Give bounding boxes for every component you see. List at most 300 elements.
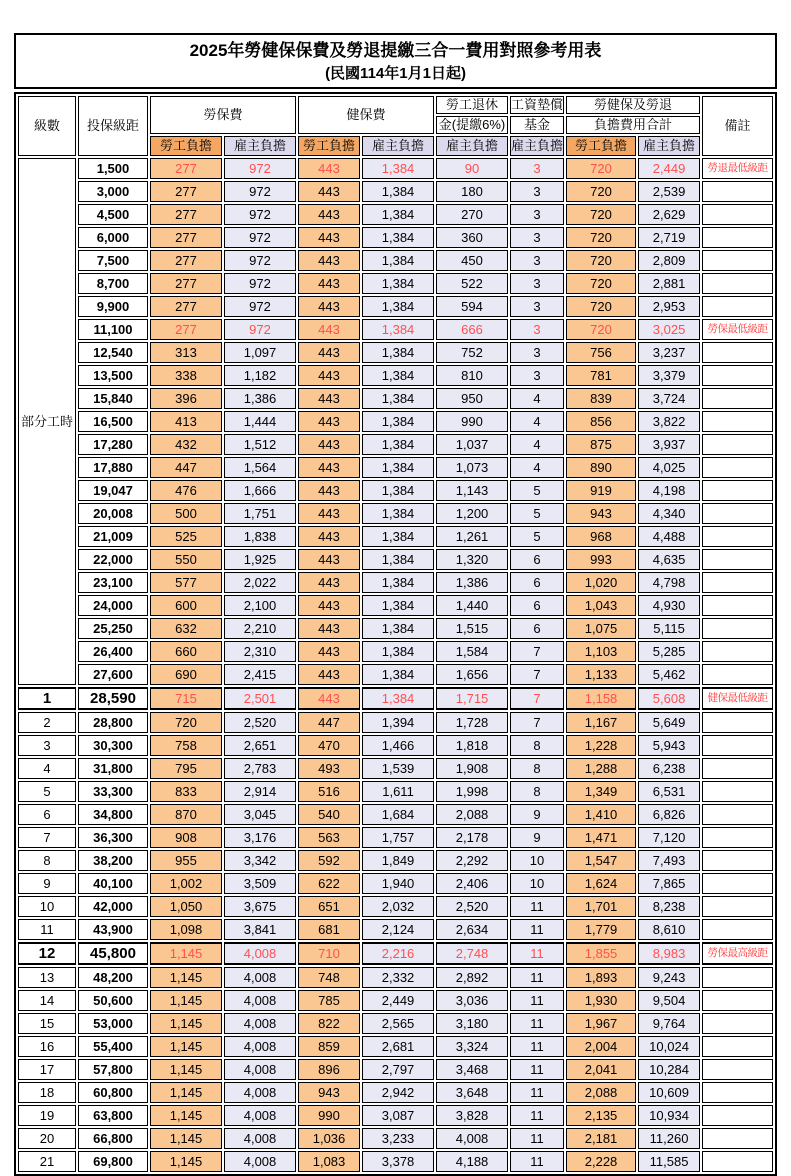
remark-cell	[702, 1036, 773, 1057]
subheader-labor-employee: 勞工負擔	[150, 136, 222, 156]
value-cell: 1,384	[362, 618, 434, 639]
value-cell: 10	[510, 873, 564, 894]
value-cell: 7	[510, 687, 564, 710]
value-cell: 1,097	[224, 342, 296, 363]
value-cell: 4	[510, 434, 564, 455]
value-cell: 3,937	[638, 434, 700, 455]
value-cell: 4,008	[224, 1036, 296, 1057]
value-cell: 277	[150, 319, 222, 340]
value-cell: 594	[436, 296, 508, 317]
remark-cell	[702, 411, 773, 432]
value-cell: 4	[510, 388, 564, 409]
table-row	[18, 250, 773, 271]
table-row	[18, 434, 773, 455]
value-cell: 3	[510, 158, 564, 179]
value-cell: 2,881	[638, 273, 700, 294]
table-row	[18, 158, 773, 179]
value-cell: 1,384	[362, 204, 434, 225]
value-cell: 3,045	[224, 804, 296, 825]
level-cell: 20	[18, 1128, 76, 1149]
value-cell: 443	[298, 526, 360, 547]
level-cell: 10	[18, 896, 76, 917]
value-cell: 443	[298, 158, 360, 179]
value-cell: 4,198	[638, 480, 700, 501]
value-cell: 11	[510, 1013, 564, 1034]
value-cell: 7,493	[638, 850, 700, 871]
value-cell: 277	[150, 296, 222, 317]
remark-cell	[702, 526, 773, 547]
value-cell: 990	[298, 1105, 360, 1126]
value-cell: 756	[566, 342, 636, 363]
value-cell: 2,520	[224, 712, 296, 733]
value-cell: 443	[298, 687, 360, 710]
value-cell: 720	[566, 181, 636, 202]
value-cell: 5,285	[638, 641, 700, 662]
value-cell: 2,415	[224, 664, 296, 685]
value-cell: 1,715	[436, 687, 508, 710]
value-cell: 810	[436, 365, 508, 386]
value-cell: 2,748	[436, 942, 508, 965]
value-cell: 758	[150, 735, 222, 756]
value-cell: 1,037	[436, 434, 508, 455]
remark-cell	[702, 296, 773, 317]
value-cell: 577	[150, 572, 222, 593]
value-cell: 4,635	[638, 549, 700, 570]
value-cell: 6,238	[638, 758, 700, 779]
value-cell: 2,719	[638, 227, 700, 248]
remark-cell	[702, 480, 773, 501]
value-cell: 9	[510, 804, 564, 825]
value-cell: 1,940	[362, 873, 434, 894]
value-cell: 2,809	[638, 250, 700, 271]
value-cell: 781	[566, 365, 636, 386]
value-cell: 2,292	[436, 850, 508, 871]
value-cell: 1,384	[362, 434, 434, 455]
value-cell: 443	[298, 618, 360, 639]
value-cell: 1,384	[362, 273, 434, 294]
col-header-remark: 備註	[702, 96, 773, 156]
page-subtitle: (民國114年1月1日起)	[325, 65, 466, 82]
value-cell: 2,565	[362, 1013, 434, 1034]
bracket-cell: 3,000	[78, 181, 148, 202]
value-cell: 8	[510, 781, 564, 802]
value-cell: 277	[150, 204, 222, 225]
value-cell: 476	[150, 480, 222, 501]
value-cell: 11	[510, 990, 564, 1011]
value-cell: 890	[566, 457, 636, 478]
bracket-cell: 48,200	[78, 967, 148, 988]
value-cell: 4,798	[638, 572, 700, 593]
value-cell: 443	[298, 319, 360, 340]
value-cell: 720	[566, 158, 636, 179]
level-cell: 2	[18, 712, 76, 733]
value-cell: 5,649	[638, 712, 700, 733]
bracket-cell: 63,800	[78, 1105, 148, 1126]
bracket-cell: 8,700	[78, 273, 148, 294]
value-cell: 4	[510, 457, 564, 478]
value-cell: 563	[298, 827, 360, 848]
value-cell: 1,384	[362, 480, 434, 501]
value-cell: 447	[150, 457, 222, 478]
value-cell: 277	[150, 250, 222, 271]
value-cell: 1,083	[298, 1151, 360, 1172]
table-row	[18, 365, 773, 386]
subheader-wage-fund-employer: 雇主負擔	[510, 136, 564, 156]
bracket-cell: 55,400	[78, 1036, 148, 1057]
value-cell: 1,838	[224, 526, 296, 547]
value-cell: 1,471	[566, 827, 636, 848]
table-row	[18, 641, 773, 662]
value-cell: 600	[150, 595, 222, 616]
value-cell: 4,930	[638, 595, 700, 616]
value-cell: 1,440	[436, 595, 508, 616]
value-cell: 715	[150, 687, 222, 710]
bracket-cell: 22,000	[78, 549, 148, 570]
remark-cell	[702, 1059, 773, 1080]
table-row	[18, 664, 773, 685]
table-row	[18, 896, 773, 917]
bracket-cell: 15,840	[78, 388, 148, 409]
value-cell: 11	[510, 1128, 564, 1149]
value-cell: 4,188	[436, 1151, 508, 1172]
table-row	[18, 804, 773, 825]
value-cell: 443	[298, 434, 360, 455]
table-row	[18, 758, 773, 779]
value-cell: 7,865	[638, 873, 700, 894]
value-cell: 4,008	[224, 1059, 296, 1080]
level-cell: 1	[18, 687, 76, 710]
bracket-cell: 66,800	[78, 1128, 148, 1149]
value-cell: 3	[510, 227, 564, 248]
value-cell: 277	[150, 273, 222, 294]
value-cell: 1,656	[436, 664, 508, 685]
value-cell: 592	[298, 850, 360, 871]
value-cell: 11	[510, 1082, 564, 1103]
bracket-cell: 31,800	[78, 758, 148, 779]
value-cell: 2,783	[224, 758, 296, 779]
table-row	[18, 204, 773, 225]
part-time-group-cell: 部分工時	[18, 158, 76, 685]
table-row	[18, 618, 773, 639]
value-cell: 1,384	[362, 388, 434, 409]
value-cell: 11	[510, 1151, 564, 1172]
value-cell: 4,008	[436, 1128, 508, 1149]
table-row	[18, 687, 773, 710]
value-cell: 10,934	[638, 1105, 700, 1126]
value-cell: 3,648	[436, 1082, 508, 1103]
value-cell: 8,983	[638, 942, 700, 965]
value-cell: 2,629	[638, 204, 700, 225]
bracket-cell: 40,100	[78, 873, 148, 894]
value-cell: 3	[510, 365, 564, 386]
value-cell: 1,515	[436, 618, 508, 639]
value-cell: 1,145	[150, 1013, 222, 1034]
value-cell: 11	[510, 1059, 564, 1080]
value-cell: 8,610	[638, 919, 700, 940]
remark-cell	[702, 664, 773, 685]
remark-cell	[702, 735, 773, 756]
value-cell: 525	[150, 526, 222, 547]
bracket-cell: 23,100	[78, 572, 148, 593]
remark-cell	[702, 388, 773, 409]
value-cell: 277	[150, 181, 222, 202]
value-cell: 1,384	[362, 296, 434, 317]
table-row	[18, 227, 773, 248]
bracket-cell: 34,800	[78, 804, 148, 825]
table-row	[18, 503, 773, 524]
value-cell: 2,228	[566, 1151, 636, 1172]
value-cell: 3	[510, 273, 564, 294]
table-row	[18, 1151, 773, 1172]
value-cell: 5	[510, 503, 564, 524]
value-cell: 1,133	[566, 664, 636, 685]
value-cell: 1,145	[150, 1151, 222, 1172]
value-cell: 4,008	[224, 1082, 296, 1103]
value-cell: 1,167	[566, 712, 636, 733]
col-header-health-insurance: 健保費	[298, 96, 434, 134]
level-cell: 12	[18, 942, 76, 965]
value-cell: 972	[224, 250, 296, 271]
value-cell: 3	[510, 296, 564, 317]
value-cell: 1,728	[436, 712, 508, 733]
value-cell: 1,779	[566, 919, 636, 940]
value-cell: 1,751	[224, 503, 296, 524]
value-cell: 720	[566, 319, 636, 340]
level-cell: 9	[18, 873, 76, 894]
value-cell: 972	[224, 158, 296, 179]
remark-cell	[702, 181, 773, 202]
value-cell: 1,384	[362, 641, 434, 662]
header-group-row-1	[18, 96, 773, 114]
subheader-health-employee: 勞工負擔	[298, 136, 360, 156]
value-cell: 3,379	[638, 365, 700, 386]
value-cell: 277	[150, 158, 222, 179]
value-cell: 8,238	[638, 896, 700, 917]
remark-cell	[702, 850, 773, 871]
value-cell: 1,624	[566, 873, 636, 894]
value-cell: 2,797	[362, 1059, 434, 1080]
value-cell: 7,120	[638, 827, 700, 848]
value-cell: 1,050	[150, 896, 222, 917]
value-cell: 993	[566, 549, 636, 570]
value-cell: 2,100	[224, 595, 296, 616]
value-cell: 6	[510, 549, 564, 570]
remark-cell	[702, 967, 773, 988]
bracket-cell: 17,880	[78, 457, 148, 478]
value-cell: 470	[298, 735, 360, 756]
value-cell: 1,466	[362, 735, 434, 756]
value-cell: 681	[298, 919, 360, 940]
value-cell: 2,041	[566, 1059, 636, 1080]
value-cell: 839	[566, 388, 636, 409]
bracket-cell: 43,900	[78, 919, 148, 940]
value-cell: 870	[150, 804, 222, 825]
value-cell: 1,384	[362, 158, 434, 179]
value-cell: 2,004	[566, 1036, 636, 1057]
table-row	[18, 595, 773, 616]
remark-cell	[702, 781, 773, 802]
bracket-cell: 17,280	[78, 434, 148, 455]
value-cell: 443	[298, 273, 360, 294]
level-cell: 21	[18, 1151, 76, 1172]
value-cell: 1,384	[362, 572, 434, 593]
value-cell: 396	[150, 388, 222, 409]
value-cell: 1,512	[224, 434, 296, 455]
subheader-pension-employer: 雇主負擔	[436, 136, 508, 156]
remark-cell	[702, 457, 773, 478]
table-row	[18, 1105, 773, 1126]
value-cell: 180	[436, 181, 508, 202]
value-cell: 1,684	[362, 804, 434, 825]
value-cell: 3,087	[362, 1105, 434, 1126]
remark-cell	[702, 342, 773, 363]
value-cell: 1,410	[566, 804, 636, 825]
value-cell: 4,008	[224, 1013, 296, 1034]
value-cell: 1,384	[362, 250, 434, 271]
value-cell: 1,073	[436, 457, 508, 478]
value-cell: 1,584	[436, 641, 508, 662]
bracket-cell: 4,500	[78, 204, 148, 225]
value-cell: 2,332	[362, 967, 434, 988]
value-cell: 1,145	[150, 967, 222, 988]
value-cell: 955	[150, 850, 222, 871]
col-header-bracket: 投保級距	[78, 96, 148, 156]
value-cell: 1,143	[436, 480, 508, 501]
value-cell: 540	[298, 804, 360, 825]
value-cell: 443	[298, 250, 360, 271]
value-cell: 943	[566, 503, 636, 524]
value-cell: 4,488	[638, 526, 700, 547]
value-cell: 5,608	[638, 687, 700, 710]
value-cell: 1,145	[150, 990, 222, 1011]
remark-cell	[702, 990, 773, 1011]
remark-cell	[702, 549, 773, 570]
value-cell: 1,158	[566, 687, 636, 710]
value-cell: 1,666	[224, 480, 296, 501]
value-cell: 11,585	[638, 1151, 700, 1172]
value-cell: 720	[566, 204, 636, 225]
table-row	[18, 827, 773, 848]
level-cell: 11	[18, 919, 76, 940]
remark-cell	[702, 1128, 773, 1149]
table-row	[18, 273, 773, 294]
value-cell: 3	[510, 342, 564, 363]
value-cell: 2,634	[436, 919, 508, 940]
value-cell: 11	[510, 919, 564, 940]
value-cell: 1,998	[436, 781, 508, 802]
bracket-cell: 45,800	[78, 942, 148, 965]
value-cell: 10,024	[638, 1036, 700, 1057]
value-cell: 1,145	[150, 1082, 222, 1103]
bracket-cell: 53,000	[78, 1013, 148, 1034]
table-row	[18, 181, 773, 202]
value-cell: 752	[436, 342, 508, 363]
table-row	[18, 411, 773, 432]
value-cell: 2,032	[362, 896, 434, 917]
remark-cell	[702, 827, 773, 848]
value-cell: 875	[566, 434, 636, 455]
table-row	[18, 480, 773, 501]
value-cell: 1,384	[362, 549, 434, 570]
remark-cell	[702, 1013, 773, 1034]
table-row	[18, 319, 773, 340]
value-cell: 1,145	[150, 1105, 222, 1126]
value-cell: 748	[298, 967, 360, 988]
value-cell: 2,135	[566, 1105, 636, 1126]
remark-cell	[702, 618, 773, 639]
table-row	[18, 712, 773, 733]
value-cell: 10	[510, 850, 564, 871]
bracket-cell: 21,009	[78, 526, 148, 547]
remark-cell	[702, 641, 773, 662]
bracket-cell: 50,600	[78, 990, 148, 1011]
table-row	[18, 967, 773, 988]
value-cell: 1,757	[362, 827, 434, 848]
value-cell: 9	[510, 827, 564, 848]
bracket-cell: 19,047	[78, 480, 148, 501]
remark-cell	[702, 1082, 773, 1103]
remark-cell	[702, 873, 773, 894]
value-cell: 3	[510, 319, 564, 340]
value-cell: 277	[150, 227, 222, 248]
col-header-total-line2: 負擔費用合計	[566, 116, 700, 134]
value-cell: 3,724	[638, 388, 700, 409]
table-row	[18, 342, 773, 363]
value-cell: 1,200	[436, 503, 508, 524]
bracket-cell: 27,600	[78, 664, 148, 685]
value-cell: 11,260	[638, 1128, 700, 1149]
value-cell: 3,176	[224, 827, 296, 848]
value-cell: 1,349	[566, 781, 636, 802]
bracket-cell: 28,800	[78, 712, 148, 733]
value-cell: 500	[150, 503, 222, 524]
value-cell: 443	[298, 549, 360, 570]
value-cell: 443	[298, 480, 360, 501]
remark-cell	[702, 250, 773, 271]
value-cell: 690	[150, 664, 222, 685]
col-header-total-line1: 勞健保及勞退	[566, 96, 700, 114]
level-cell: 4	[18, 758, 76, 779]
value-cell: 632	[150, 618, 222, 639]
value-cell: 4,008	[224, 1128, 296, 1149]
value-cell: 6	[510, 618, 564, 639]
remark-cell	[702, 503, 773, 524]
value-cell: 3	[510, 181, 564, 202]
value-cell: 1,384	[362, 664, 434, 685]
value-cell: 2,449	[638, 158, 700, 179]
value-cell: 2,681	[362, 1036, 434, 1057]
value-cell: 2,181	[566, 1128, 636, 1149]
remark-cell: 勞保最高級距	[702, 942, 773, 965]
value-cell: 1,611	[362, 781, 434, 802]
value-cell: 443	[298, 457, 360, 478]
value-cell: 4,025	[638, 457, 700, 478]
value-cell: 4,008	[224, 1151, 296, 1172]
value-cell: 4,008	[224, 942, 296, 965]
value-cell: 1,145	[150, 1128, 222, 1149]
value-cell: 859	[298, 1036, 360, 1057]
value-cell: 2,022	[224, 572, 296, 593]
value-cell: 1,444	[224, 411, 296, 432]
value-cell: 3,841	[224, 919, 296, 940]
bracket-cell: 33,300	[78, 781, 148, 802]
value-cell: 1,002	[150, 873, 222, 894]
value-cell: 1,701	[566, 896, 636, 917]
value-cell: 1,384	[362, 411, 434, 432]
value-cell: 1,098	[150, 919, 222, 940]
value-cell: 11	[510, 1036, 564, 1057]
value-cell: 3,025	[638, 319, 700, 340]
